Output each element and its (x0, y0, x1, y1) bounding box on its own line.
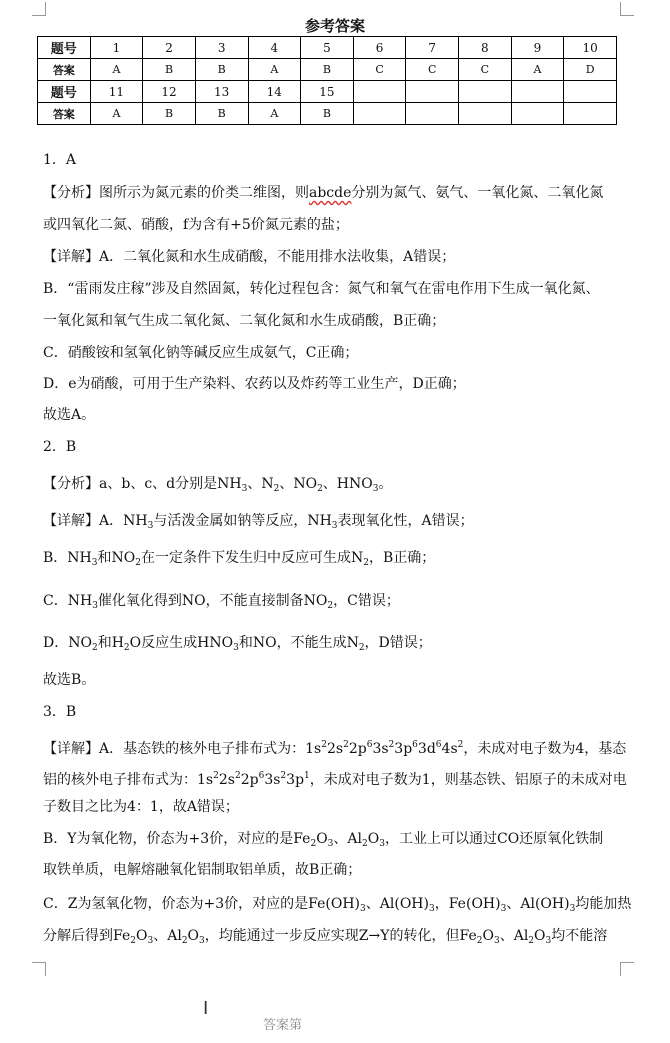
body-line: C．$NH_3$催化氧化得到NO，不能直接制备$NO_2$，C错误； (43, 593, 400, 611)
conclusion-line: 故选B。 (43, 672, 96, 688)
table-cell: B (301, 103, 354, 125)
table-cell: 15 (301, 81, 354, 103)
spellcheck-underlined-text: abcde (309, 185, 352, 201)
body-line: 取铁单质，电解熔融氧化铝制取铝单质，故B正确； (43, 862, 362, 878)
body-line: 铝的核外电子排布式为：$1s^22s^22p^63s^23p^1$，未成对电子数为1，则基态铁、铝原子的未成对电 (43, 771, 627, 788)
table-cell: 10 (564, 37, 617, 59)
row-label: 题号 (38, 37, 91, 59)
table-cell (564, 103, 617, 125)
table-cell: B (195, 103, 248, 125)
body-line: B．$NH_3$和$NO_2$在一定条件下发生归中反应可生成$N_2$，B正确； (43, 550, 436, 568)
table-cell: C (353, 59, 406, 81)
body-line: B．“雷雨发庄稼”涉及自然固氮，转化过程包含：氮气和氧气在雷电作用下生成一氧化氮、 (43, 281, 600, 297)
body-line: D．$NO_2$和$H_2O$反应生成$HNO_3$和NO，不能生成$N_2$，D错误； (43, 635, 432, 653)
table-cell: A (248, 59, 301, 81)
table-cell: A (511, 59, 564, 81)
table-cell: A (248, 103, 301, 125)
table-cell: 3 (195, 37, 248, 59)
analysis-line: 【分析】a、b、c、d分别是$NH_3$、$N_2$、$NO_2$、$HNO_3$。 (43, 476, 393, 494)
table-cell (406, 81, 459, 103)
answer-table (37, 36, 617, 125)
page-corner-mark (620, 962, 634, 976)
body-line: 子数目之比为4：1，故A错误； (43, 799, 239, 815)
table-cell: A (90, 59, 143, 81)
table-cell: 8 (459, 37, 512, 59)
conclusion-line: 故选A。 (43, 407, 96, 423)
table-cell (511, 103, 564, 125)
table-cell: 5 (301, 37, 354, 59)
table-cell (459, 81, 512, 103)
text-segment: 分别为氮气、氨气、一氧化氮、二氧化氮 (351, 185, 604, 201)
table-row (38, 103, 617, 125)
detail-line: 【详解】A．基态铁的核外电子排布式为：$1s^22s^22p^63s^23p^63d^64s^2$，未成对电子数为4，基态 (43, 740, 627, 757)
table-cell: 7 (406, 37, 459, 59)
body-line: C．硝酸铵和氢氧化钠等碱反应生成氨气，C正确； (43, 345, 359, 361)
page-title: 参考答案 (304, 17, 365, 35)
table-cell: 4 (248, 37, 301, 59)
table-row (38, 81, 617, 103)
table-cell: 13 (195, 81, 248, 103)
text-cursor-icon: I (203, 998, 209, 1019)
table-cell: 2 (143, 37, 196, 59)
table-cell (406, 103, 459, 125)
table-cell: 12 (143, 81, 196, 103)
table-cell: B (301, 59, 354, 81)
body-line: 或四氧化二氮、硝酸，f为含有+5价氮元素的盐； (43, 217, 349, 233)
table-cell: D (564, 59, 617, 81)
table-cell: 11 (90, 81, 143, 103)
table-cell: 1 (90, 37, 143, 59)
table-cell: 14 (248, 81, 301, 103)
table-cell: B (143, 59, 196, 81)
table-cell: B (143, 103, 196, 125)
body-line: D．e为硝酸，可用于生产染料、农药以及炸药等工业生产，D正确； (43, 376, 466, 392)
row-label: 答案 (38, 103, 91, 125)
analysis-line (43, 183, 603, 203)
table-cell (353, 103, 406, 125)
body-line: C．Z为氢氧化物，价态为+3价，对应的是$Fe(OH)_3$、$Al(OH)_3$，$Fe(OH)_3$、$Al(OH)_3$均能加热 (43, 896, 632, 914)
table-cell (353, 81, 406, 103)
row-label: 题号 (38, 81, 91, 103)
question-number: 3．B (43, 704, 77, 720)
text-segment: 【分析】图所示为氮元素的价类二维图，则 (43, 185, 309, 201)
question-number: 2．B (43, 439, 77, 455)
row-label: 答案 (38, 59, 91, 81)
table-cell (511, 81, 564, 103)
table-cell (564, 81, 617, 103)
table-row (38, 59, 617, 81)
page-corner-mark (32, 962, 46, 976)
page-corner-mark (620, 2, 634, 16)
question-number: 1．A (43, 152, 77, 168)
body-line: 一氧化氮和氧气生成二氧化氮、二氧化氮和水生成硝酸，B正确； (43, 313, 446, 329)
table-cell: 9 (511, 37, 564, 59)
table-cell: A (90, 103, 143, 125)
detail-line: 【详解】A．二氧化氮和水生成硝酸，不能用排水法收集，A错误； (43, 249, 456, 265)
table-cell: C (459, 59, 512, 81)
table-cell: 6 (353, 37, 406, 59)
table-row (38, 37, 617, 59)
table-cell (459, 103, 512, 125)
detail-line: 【详解】A．$NH_3$与活泼金属如钠等反应，$NH_3$表现氧化性，A错误； (43, 513, 474, 531)
page-corner-mark (32, 2, 46, 16)
body-line: 分解后得到$Fe_2O_3$、$Al_2O_3$，均能通过一步反应实现Z→Y的转化，但$Fe_2O_3$、$Al_2O_3$均不能溶 (43, 928, 608, 946)
body-line: B．Y为氧化物，价态为+3价，对应的是$Fe_2O_3$、$Al_2O_3$，工业上可以通过CO还原氧化铁制 (43, 831, 604, 849)
table-cell: C (406, 59, 459, 81)
table-cell: B (195, 59, 248, 81)
page-footer: 答案第 (263, 1018, 303, 1033)
